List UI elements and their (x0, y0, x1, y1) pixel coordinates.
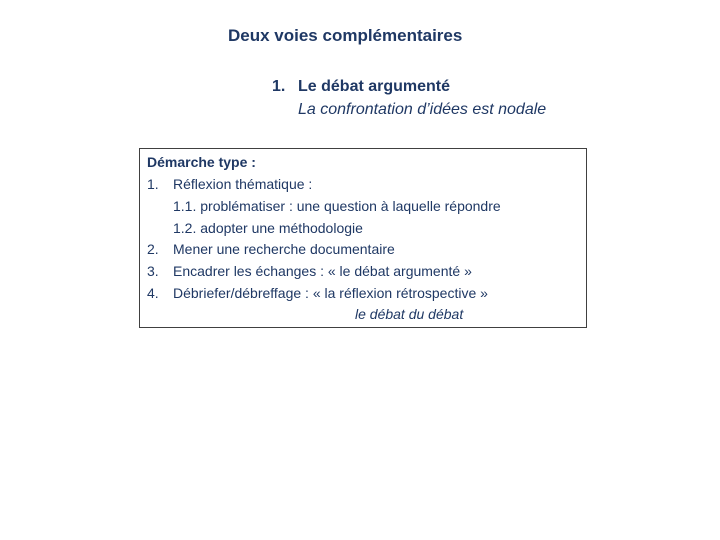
section-heading (272, 78, 450, 96)
step-4 (147, 284, 488, 302)
box-note: le débat du débat (355, 306, 464, 322)
step-number: 2. (147, 241, 159, 257)
section-heading-text: Le débat argumenté (298, 78, 451, 95)
section-number: 1. (272, 78, 286, 95)
step-1 (147, 175, 312, 193)
step-number: 1. (147, 176, 159, 192)
slide-title: Deux voies complémentaires (228, 26, 463, 45)
step-text: Réflexion thématique : (173, 176, 313, 192)
substep-1-1: 1.1. problématiser : une question à laquelle répondre (173, 198, 501, 214)
substep-1-2: 1.2. adopter une méthodologie (173, 220, 363, 236)
step-text: Encadrer les échanges : « le débat argumenté » (173, 263, 472, 279)
step-number: 4. (147, 285, 159, 301)
process-box (139, 148, 587, 328)
section-subtitle: La confrontation d’idées est nodale (298, 101, 547, 118)
step-text: Débriefer/débreffage : « la réflexion rétrospective » (173, 285, 488, 301)
step-3 (147, 262, 472, 280)
step-2 (147, 240, 395, 258)
box-heading: Démarche type : (147, 154, 256, 170)
step-number: 3. (147, 263, 159, 279)
step-text: Mener une recherche documentaire (173, 241, 395, 257)
